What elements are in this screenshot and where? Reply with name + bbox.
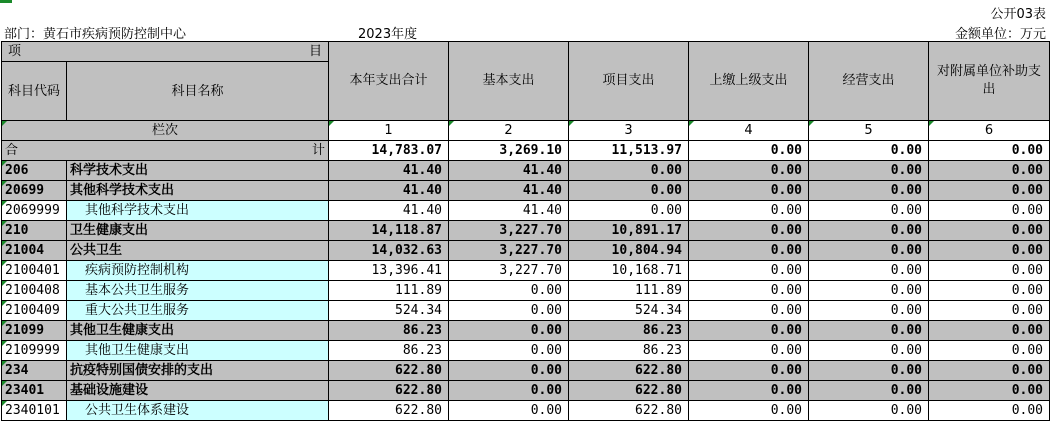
subject-code[interactable]: 21004 xyxy=(2,241,67,261)
amount-cell-6[interactable]: 0.00 xyxy=(929,161,1050,181)
subject-name[interactable]: 其他卫生健康支出 xyxy=(67,321,329,341)
amount-cell-5[interactable]: 0.00 xyxy=(809,381,929,401)
subject-name[interactable]: 公共卫生 xyxy=(67,241,329,261)
amount-cell-4[interactable]: 0.00 xyxy=(689,241,809,261)
table-row xyxy=(2,241,1050,261)
amount-cell-6[interactable]: 0.00 xyxy=(929,221,1050,241)
amount-cell-2[interactable]: 41.40 xyxy=(449,161,569,181)
table-row xyxy=(2,321,1050,341)
subject-code[interactable]: 234 xyxy=(2,361,67,381)
amount-cell-3[interactable]: 10,804.94 xyxy=(569,241,689,261)
amount-cell-5[interactable]: 0.00 xyxy=(809,201,929,221)
subject-name[interactable]: 其他科学技术支出 xyxy=(67,181,329,201)
table-row xyxy=(2,401,1050,421)
subject-code[interactable]: 210 xyxy=(2,221,67,241)
subject-code[interactable]: 2100401 xyxy=(2,261,67,281)
subject-name[interactable]: 抗疫特别国债安排的支出 xyxy=(67,361,329,381)
subject-code[interactable]: 2100409 xyxy=(2,301,67,321)
total-label[interactable] xyxy=(2,141,329,161)
header-col6[interactable]: 对附属单位补助支出 xyxy=(929,42,1050,121)
header-code[interactable]: 科目代码 xyxy=(2,62,67,121)
amount-cell-3[interactable]: 622.80 xyxy=(569,361,689,381)
total-value-4[interactable]: 0.00 xyxy=(689,141,809,161)
header-xiang: 项 xyxy=(8,44,22,59)
subject-name[interactable]: 公共卫生体系建设 xyxy=(67,401,329,421)
amount-cell-1[interactable]: 86.23 xyxy=(329,341,449,361)
amount-cell-5[interactable]: 0.00 xyxy=(809,181,929,201)
amount-cell-2[interactable]: 0.00 xyxy=(449,321,569,341)
subject-code[interactable]: 206 xyxy=(2,161,67,181)
amount-cell-6[interactable]: 0.00 xyxy=(929,381,1050,401)
subject-name[interactable]: 基础设施建设 xyxy=(67,381,329,401)
subject-name[interactable]: 疾病预防控制机构 xyxy=(67,261,329,281)
total-value-2[interactable]: 3,269.10 xyxy=(449,141,569,161)
amount-cell-1[interactable]: 41.40 xyxy=(329,181,449,201)
amount-cell-2[interactable]: 0.00 xyxy=(449,361,569,381)
amount-cell-6[interactable]: 0.00 xyxy=(929,321,1050,341)
form-number: 公开03表 xyxy=(990,7,1046,22)
amount-cell-4[interactable]: 0.00 xyxy=(689,281,809,301)
amount-cell-5[interactable]: 0.00 xyxy=(809,261,929,281)
amount-cell-4[interactable]: 0.00 xyxy=(689,161,809,181)
column-number-row xyxy=(2,121,1050,141)
table-row xyxy=(2,221,1050,241)
subject-code[interactable]: 2100408 xyxy=(2,281,67,301)
table-row xyxy=(2,161,1050,181)
amount-cell-3[interactable]: 10,891.17 xyxy=(569,221,689,241)
amount-cell-4[interactable]: 0.00 xyxy=(689,381,809,401)
amount-cell-5[interactable]: 0.00 xyxy=(809,321,929,341)
amount-cell-3[interactable]: 0.00 xyxy=(569,201,689,221)
header-col1[interactable]: 本年支出合计 xyxy=(329,42,449,121)
header-col3[interactable]: 项目支出 xyxy=(569,42,689,121)
amount-cell-5[interactable]: 0.00 xyxy=(809,401,929,421)
amount-cell-4[interactable]: 0.00 xyxy=(689,301,809,321)
amount-cell-2[interactable]: 3,227.70 xyxy=(449,221,569,241)
amount-cell-4[interactable]: 0.00 xyxy=(689,181,809,201)
lanci-label[interactable]: 栏次 xyxy=(2,121,329,141)
amount-cell-6[interactable]: 0.00 xyxy=(929,361,1050,381)
col-number-2[interactable]: 2 xyxy=(449,121,569,141)
header-mu: 目 xyxy=(308,44,322,59)
subject-name[interactable]: 基本公共卫生服务 xyxy=(67,281,329,301)
header-col2[interactable]: 基本支出 xyxy=(449,42,569,121)
header-xiang-mu[interactable] xyxy=(2,42,329,62)
header-row-1 xyxy=(2,42,1050,62)
amount-unit: 金额单位：万元 xyxy=(954,27,1046,42)
amount-cell-5[interactable]: 0.00 xyxy=(809,221,929,241)
amount-cell-6[interactable]: 0.00 xyxy=(929,301,1050,321)
table-row xyxy=(2,181,1050,201)
amount-cell-3[interactable]: 86.23 xyxy=(569,341,689,361)
amount-cell-2[interactable]: 0.00 xyxy=(449,381,569,401)
total-row xyxy=(2,141,1050,161)
department-label: 部门：黄石市疾病预防控制中心 xyxy=(4,27,187,42)
amount-cell-6[interactable]: 0.00 xyxy=(929,181,1050,201)
subject-name[interactable]: 科学技术支出 xyxy=(67,161,329,181)
amount-cell-4[interactable]: 0.00 xyxy=(689,321,809,341)
header-col4[interactable]: 上缴上级支出 xyxy=(689,42,809,121)
amount-cell-1[interactable]: 14,032.63 xyxy=(329,241,449,261)
amount-cell-4[interactable]: 0.00 xyxy=(689,401,809,421)
amount-cell-1[interactable]: 41.40 xyxy=(329,201,449,221)
cell-marker xyxy=(0,0,12,3)
header-col5[interactable]: 经营支出 xyxy=(809,42,929,121)
amount-cell-3[interactable]: 10,168.71 xyxy=(569,261,689,281)
header-name[interactable]: 科目名称 xyxy=(67,62,329,121)
amount-cell-2[interactable]: 0.00 xyxy=(449,401,569,421)
amount-cell-3[interactable]: 622.80 xyxy=(569,401,689,421)
total-value-3[interactable]: 11,513.97 xyxy=(569,141,689,161)
amount-cell-5[interactable]: 0.00 xyxy=(809,301,929,321)
amount-cell-1[interactable]: 14,118.87 xyxy=(329,221,449,241)
amount-cell-1[interactable]: 524.34 xyxy=(329,301,449,321)
total-value-5[interactable]: 0.00 xyxy=(809,141,929,161)
subject-code[interactable]: 2109999 xyxy=(2,341,67,361)
amount-cell-6[interactable]: 0.00 xyxy=(929,401,1050,421)
subject-code[interactable]: 23401 xyxy=(2,381,67,401)
amount-cell-2[interactable]: 0.00 xyxy=(449,341,569,361)
amount-cell-4[interactable]: 0.00 xyxy=(689,201,809,221)
total-value-6[interactable]: 0.00 xyxy=(929,141,1050,161)
amount-cell-2[interactable]: 41.40 xyxy=(449,201,569,221)
col-number-1[interactable]: 1 xyxy=(329,121,449,141)
subject-code[interactable]: 21099 xyxy=(2,321,67,341)
amount-cell-2[interactable]: 3,227.70 xyxy=(449,261,569,281)
amount-cell-4[interactable]: 0.00 xyxy=(689,221,809,241)
amount-cell-3[interactable]: 0.00 xyxy=(569,181,689,201)
amount-cell-1[interactable]: 622.80 xyxy=(329,401,449,421)
amount-cell-5[interactable]: 0.00 xyxy=(809,161,929,181)
amount-cell-6[interactable]: 0.00 xyxy=(929,261,1050,281)
fiscal-year: 2023年度 xyxy=(358,27,418,42)
amount-cell-1[interactable]: 41.40 xyxy=(329,161,449,181)
amount-cell-2[interactable]: 41.40 xyxy=(449,181,569,201)
amount-cell-1[interactable]: 111.89 xyxy=(329,281,449,301)
amount-cell-6[interactable]: 0.00 xyxy=(929,201,1050,221)
subject-code[interactable]: 2340101 xyxy=(2,401,67,421)
amount-cell-3[interactable]: 111.89 xyxy=(569,281,689,301)
subject-name[interactable]: 卫生健康支出 xyxy=(67,221,329,241)
amount-cell-2[interactable]: 0.00 xyxy=(449,281,569,301)
amount-cell-3[interactable]: 622.80 xyxy=(569,381,689,401)
amount-cell-2[interactable]: 0.00 xyxy=(449,301,569,321)
amount-cell-6[interactable]: 0.00 xyxy=(929,341,1050,361)
subject-name[interactable]: 其他科学技术支出 xyxy=(67,201,329,221)
amount-cell-6[interactable]: 0.00 xyxy=(929,281,1050,301)
amount-cell-5[interactable]: 0.00 xyxy=(809,241,929,261)
amount-cell-3[interactable]: 86.23 xyxy=(569,321,689,341)
amount-cell-1[interactable]: 622.80 xyxy=(329,361,449,381)
amount-cell-4[interactable]: 0.00 xyxy=(689,361,809,381)
table-row xyxy=(2,381,1050,401)
subject-name[interactable]: 其他卫生健康支出 xyxy=(67,341,329,361)
table-row xyxy=(2,261,1050,281)
col-number-3[interactable]: 3 xyxy=(569,121,689,141)
total-value-1[interactable]: 14,783.07 xyxy=(329,141,449,161)
col-number-4[interactable]: 4 xyxy=(689,121,809,141)
amount-cell-5[interactable]: 0.00 xyxy=(809,341,929,361)
amount-cell-5[interactable]: 0.00 xyxy=(809,361,929,381)
amount-cell-1[interactable]: 86.23 xyxy=(329,321,449,341)
table-row xyxy=(2,281,1050,301)
table-row xyxy=(2,361,1050,381)
subject-code[interactable]: 2069999 xyxy=(2,201,67,221)
amount-cell-1[interactable]: 622.80 xyxy=(329,381,449,401)
total-ji: 计 xyxy=(311,143,325,158)
amount-cell-1[interactable]: 13,396.41 xyxy=(329,261,449,281)
amount-cell-2[interactable]: 3,227.70 xyxy=(449,241,569,261)
total-he: 合 xyxy=(5,143,19,158)
table-row xyxy=(2,301,1050,321)
amount-cell-4[interactable]: 0.00 xyxy=(689,341,809,361)
col-number-5[interactable]: 5 xyxy=(809,121,929,141)
col-number-6[interactable]: 6 xyxy=(929,121,1050,141)
amount-cell-3[interactable]: 524.34 xyxy=(569,301,689,321)
subject-name[interactable]: 重大公共卫生服务 xyxy=(67,301,329,321)
amount-cell-4[interactable]: 0.00 xyxy=(689,261,809,281)
amount-cell-6[interactable]: 0.00 xyxy=(929,241,1050,261)
table-row xyxy=(2,201,1050,221)
subject-code[interactable]: 20699 xyxy=(2,181,67,201)
table-row xyxy=(2,341,1050,361)
amount-cell-5[interactable]: 0.00 xyxy=(809,281,929,301)
expenditure-table xyxy=(1,41,1050,421)
amount-cell-3[interactable]: 0.00 xyxy=(569,161,689,181)
